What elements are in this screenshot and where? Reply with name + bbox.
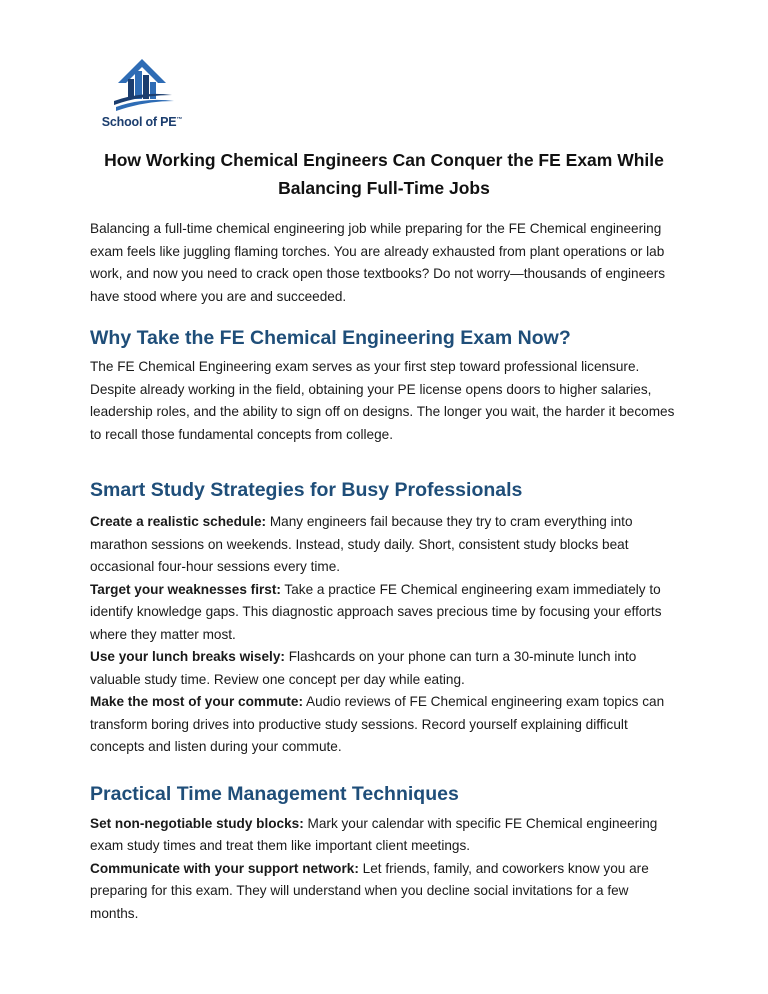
section-heading-strategies: Smart Study Strategies for Busy Professionals xyxy=(90,479,523,501)
item-text: Many engineers fail because they try to cram everything into marathon sessions on weekends. Instead, study daily. Short, consistent study blocks beat occasional four-hour sessions every time. xyxy=(90,514,633,574)
item-text: Flashcards on your phone can turn a 30-minute lunch into valuable study time. Review one concept per day while eating. xyxy=(90,649,637,687)
list-item xyxy=(90,511,680,579)
section-heading-time-management: Practical Time Management Techniques xyxy=(90,782,459,805)
page-title: How Working Chemical Engineers Can Conquer the FE Exam While Balancing Full-Time Jobs xyxy=(104,150,664,198)
strategies-list xyxy=(90,511,680,759)
article-body xyxy=(90,218,680,925)
item-lead: Target your weaknesses first: xyxy=(90,581,281,597)
item-text: Mark your calendar with specific FE Chemical engineering exam study times and treat them like important client meetings. xyxy=(90,815,658,853)
time-management-list xyxy=(90,813,680,926)
list-item xyxy=(90,813,680,858)
list-item xyxy=(90,646,680,691)
item-text: Let friends, family, and coworkers know you are preparing for this exam. They will understand when you decline social invitations for a few months. xyxy=(90,860,649,921)
item-text: Take a practice FE Chemical engineering exam immediately to identify knowledge gaps. This diagnostic approach saves precious time by focusing your efforts where they matter most. xyxy=(90,581,662,642)
trademark-mark: ™ xyxy=(176,117,183,123)
list-item xyxy=(90,858,680,926)
intro-paragraph: Balancing a full-time chemical engineering job while preparing for the FE Chemical engineering exam feels like juggling flaming torches. You are already exhausted from plant operations or lab work, and now you need to crack open those textbooks? Do not worry—thousands of engineers have stood where you are and succeeded. xyxy=(90,221,666,304)
list-item xyxy=(90,691,680,759)
item-lead: Create a realistic schedule: xyxy=(90,514,267,529)
item-lead: Communicate with your support network: xyxy=(90,860,359,876)
buildings-icon xyxy=(96,55,188,115)
item-lead: Use your lunch breaks wisely: xyxy=(90,649,285,664)
section-heading-why: Why Take the FE Chemical Engineering Exam Now? xyxy=(90,327,571,349)
item-lead: Make the most of your commute: xyxy=(90,694,303,709)
section-paragraph-why: The FE Chemical Engineering exam serves as your first step toward professional licensure. Despite already working in the field, obtaining your PE license opens doors to higher salaries, leadership roles, and the ability to sign off on designs. The longer you wait, the harder it becomes to recall those fundamental concepts from college. xyxy=(90,359,675,442)
item-lead: Set non-negotiable study blocks: xyxy=(90,815,304,831)
school-of-pe-logo xyxy=(96,55,188,135)
list-item xyxy=(90,579,680,647)
item-text: Audio reviews of FE Chemical engineering exam topics can transform boring drives into productive study sessions. Record yourself explaining difficult concepts and listen during your commute. xyxy=(90,694,665,754)
logo-text: School of PE xyxy=(101,115,177,129)
